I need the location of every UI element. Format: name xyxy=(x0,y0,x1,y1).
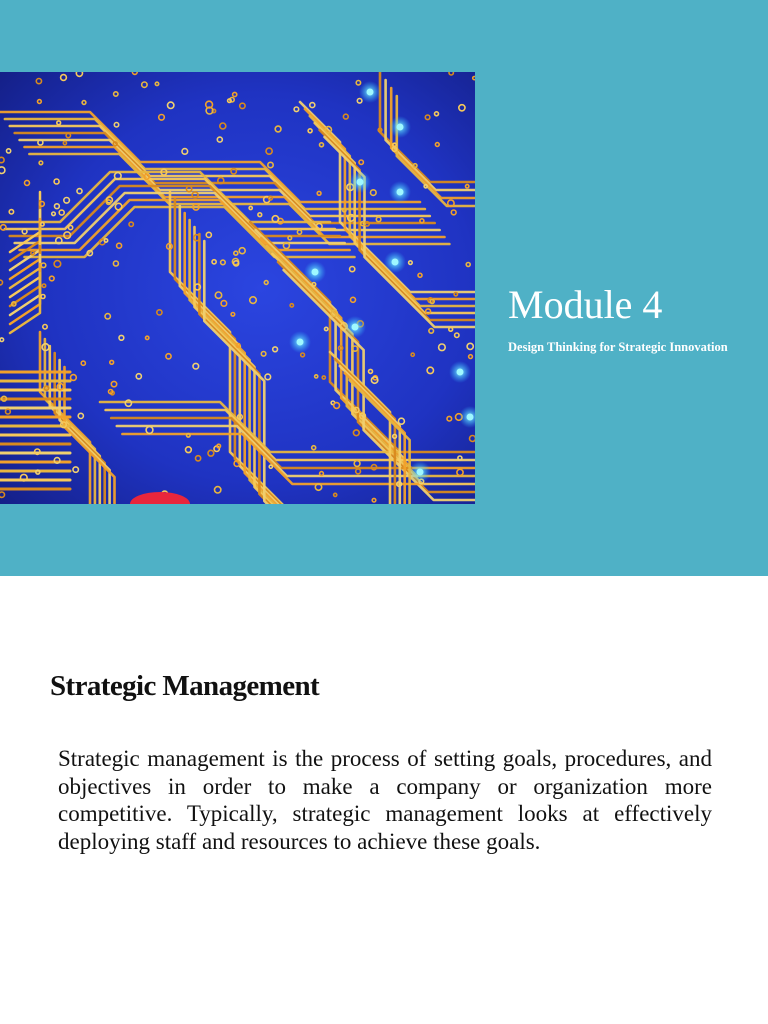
content-slide xyxy=(0,576,768,1024)
module-subtitle: Design Thinking for Strategic Innovation xyxy=(508,340,728,354)
section-heading: Strategic Management xyxy=(50,670,320,702)
module-title: Module 4 xyxy=(508,282,663,327)
section-body: Strategic management is the process of setting goals, procedures, and objectives in order to make a company or organization more competitive. Typically, strategic management looks at effectively deploying staff and resources to achieve these goals. xyxy=(58,746,712,854)
circuit-board-image xyxy=(0,72,475,504)
